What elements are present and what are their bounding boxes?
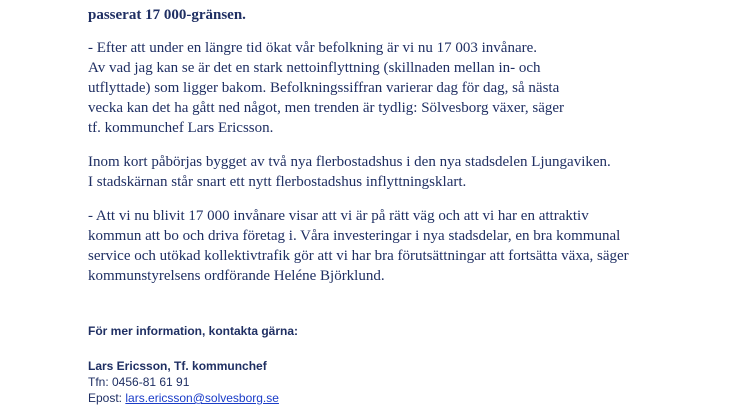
paragraph-line: I stadskärnan står snart ett nytt flerbostadshus inflyttningsklart. — [88, 174, 467, 190]
paragraph-line: - Efter att under en längre tid ökat vår befolkning är vi nu 17 003 invånare. — [88, 40, 538, 56]
contact-email-link[interactable]: lars.ericsson@solvesborg.se — [125, 391, 279, 405]
paragraph-line: kommunstyrelsens ordförande Heléne Björklund. — [88, 268, 385, 284]
contact-email-label: Epost: — [88, 391, 126, 405]
paragraph-line: vecka kan det ha gått ned något, men trenden är tydlig: Sölvesborg växer, säger — [88, 100, 565, 116]
paragraph-line: service och utökad kollektivtrafik gör att vi har bra förutsättningar att fortsätta växa, säger — [88, 248, 629, 264]
contact-name: Lars Ericsson, Tf. kommunchef — [88, 359, 267, 373]
paragraph-line: Av vad jag kan se är det en stark nettoinflyttning (skillnaden mellan in- och — [88, 60, 541, 76]
lead-sentence-end: passerat 17 000-gränsen. — [88, 7, 246, 23]
paragraph-line: Inom kort påbörjas bygget av två nya flerbostadshus i den nya stadsdelen Ljungaviken. — [88, 154, 611, 170]
contact-email-line — [88, 391, 279, 406]
paragraph-line: kommun att bo och driva företag i. Våra investeringar i nya stadsdelar, en bra kommunal — [88, 228, 621, 244]
paragraph-line: tf. kommunchef Lars Ericsson. — [88, 120, 274, 136]
paragraph-line: - Att vi nu blivit 17 000 invånare visar att vi är på rätt väg och att vi har en attraktiv — [88, 208, 589, 224]
paragraph-line: utflyttade) som ligger bakom. Befolkningssiffran varierar dag för dag, så nästa — [88, 80, 560, 96]
contact-phone: Tfn: 0456-81 61 91 — [88, 375, 190, 389]
contact-heading: För mer information, kontakta gärna: — [88, 324, 299, 338]
